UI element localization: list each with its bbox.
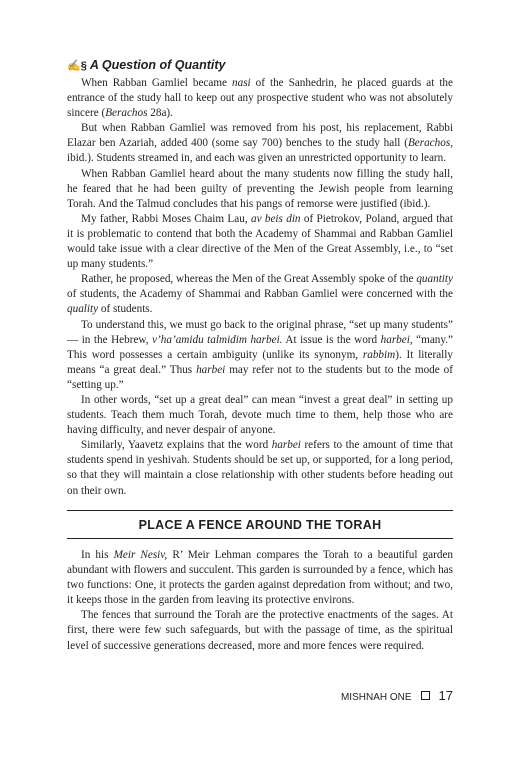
text-run: When Rabban Gamliel heard about the many students now filling the study hall, he feared that he had been guilty of preventing the Jewish people from learning Torah. And the Talmud concludes that his pangs of remorse were justified (ibid.). xyxy=(67,167,453,210)
paragraph xyxy=(67,212,453,272)
paragraph xyxy=(67,393,453,438)
text-run: To understand this, we must go back to the original phrase, “set up many students” — in the Hebrew, xyxy=(67,318,453,346)
page-number: 17 xyxy=(438,688,453,703)
text-run: of Pietrokov, Poland, argued that it is problematic to contend that both the Academy of Shammai and Rabban Gamliel would take issue with a clear directive of the Men of the Great Assembly, i.e., to “set up many students.” xyxy=(67,212,453,271)
section-title: PLACE A FENCE AROUND THE TORAH xyxy=(138,518,382,532)
italic-text-run: harbei xyxy=(196,363,226,376)
text-run: But when Rabban Gamliel was removed from his post, his replacement, Rabbi Elazar ben Azariah, added 400 (some say 700) benches to the study hall ( xyxy=(67,122,453,150)
text-run: ). It literally means “a great deal.” Thus xyxy=(67,348,453,376)
body-text-block-2 xyxy=(67,548,453,654)
running-head: MISHNAH ONE xyxy=(340,692,412,703)
paragraph xyxy=(67,548,453,608)
body-text-block-1 xyxy=(67,76,453,499)
italic-text-run: Berachos, xyxy=(407,137,453,150)
italic-text-run: Berachos xyxy=(105,107,148,120)
italic-text-run: rabbim xyxy=(362,348,396,361)
italic-text-run: quality xyxy=(67,303,99,316)
italic-text-run: harbei xyxy=(271,439,301,452)
paragraph xyxy=(67,167,453,212)
paragraph xyxy=(67,76,453,121)
ornament-icon: ✍§ xyxy=(67,60,87,72)
section-heading xyxy=(67,56,453,74)
text-run: 28a). xyxy=(147,107,173,120)
square-ornament-icon xyxy=(421,691,430,700)
section-rule-bottom xyxy=(67,538,453,539)
italic-text-run: nasi xyxy=(232,77,251,89)
text-run: R’ Meir Lehman compares the Torah to a beautiful garden abundant with flowers and succulent. This garden is surrounded by a fence, which has two functions: One, it protects the garden against depredation from without; and two, it keeps those in the garden from leaving its protective environs. xyxy=(67,549,454,607)
italic-text-run: av beis din xyxy=(250,212,301,225)
paragraph xyxy=(67,438,453,498)
section-rule-top xyxy=(67,510,453,511)
text-run: Rather, he proposed, whereas the Men of the Great Assembly spoke of the xyxy=(81,273,417,286)
text-run: The fences that surround the Torah are the protective enactments of the sages. At first, there were few such safeguards, but with the passage of time, as the spiritual level of successive generations decreased, more and more fences were required. xyxy=(67,609,453,652)
text-run: ibid.). Students streamed in, and each was given an unrestricted opportunity to learn. xyxy=(67,152,447,165)
text-run: In other words, “set up a great deal” can mean “invest a great deal” in setting up students. Teach them much Torah, devote much time to them, help those who are having difficulty, and never despair of anyone. xyxy=(67,393,453,437)
section-heading-title: A Question of Quantity xyxy=(89,58,226,72)
italic-text-run: v’ha’amidu talmidim harbei. xyxy=(152,333,283,346)
text-run: may refer not to the students but to the mode of “setting up.” xyxy=(67,363,453,391)
text-run: of students. xyxy=(98,303,153,316)
italic-text-run: quantity xyxy=(416,273,453,286)
paragraph xyxy=(67,121,453,166)
text-run: “many.” This word possesses a certain ambiguity (unlike its synonym, xyxy=(67,333,454,361)
text-run: At issue is the word xyxy=(282,333,381,346)
text-run: My father, Rabbi Moses Chaim Lau, xyxy=(81,212,251,225)
paragraph xyxy=(67,608,453,653)
italic-text-run: Meir Nesiv, xyxy=(113,549,168,561)
italic-text-run: harbei, xyxy=(380,333,413,346)
text-run: In his xyxy=(81,549,114,561)
text-run: Similarly, Yaavetz explains that the word xyxy=(81,439,272,452)
text-run: refers to the amount of time that students spend in yeshivah. Students should be set up, or supported, for a long period, so that they will maintain a close relationship with other students before heading out on their own. xyxy=(67,439,453,497)
text-run: of the Sanhedrin, he placed guards at the entrance of the study hall to keep out any prospective student who was not absolutely sincere ( xyxy=(67,77,453,120)
paragraph xyxy=(67,318,453,393)
page-footer xyxy=(341,688,453,704)
text-run: When Rabban Gamliel became xyxy=(81,77,233,89)
paragraph xyxy=(67,272,453,317)
text-run: of students, the Academy of Shammai and Rabban Gamliel were concerned with the xyxy=(67,288,453,301)
